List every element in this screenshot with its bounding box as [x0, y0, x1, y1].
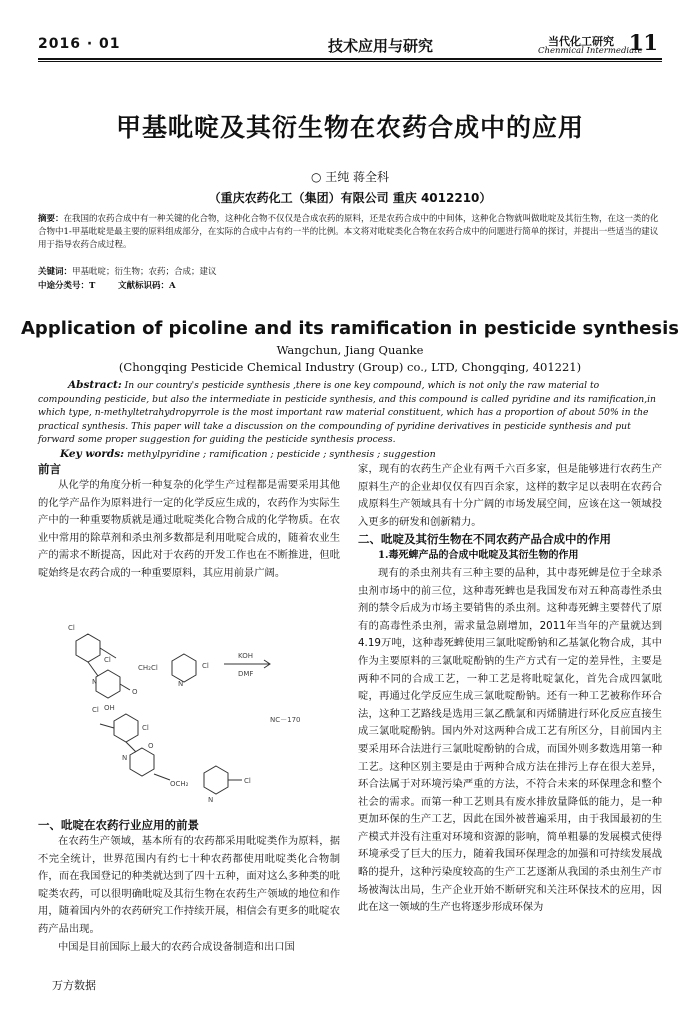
abstract-cn-label: 摘要： — [38, 214, 64, 224]
keywords-en-label: Key words: — [60, 448, 125, 460]
atom-o-1: O — [132, 688, 138, 696]
page-number: 11 — [628, 30, 658, 55]
chloromethyl-group: CH₂Cl — [138, 664, 158, 672]
section-2-paragraph: 现有的杀虫剂共有三种主要的品种，其中毒死蜱是位于全球杀虫剂市场中的前三位，这种毒死蜱也是我国发布对五种高毒性杀虫剂的禁令后成为市场主要销售的杀虫剂。这种毒死蜱主要替代了原有的高毒性杀虫剂，需求量急剧增加，2011年当年的产量就达到4.19万吨，这种毒死蜱使用三氯吡啶酚钠和乙基氯化物合成，其中作为主要原料的三氯吡啶酚钠的生产方式有一定的差异性，主要是两种不同的合成工艺，一种工艺是将吡啶氯化，首先合成四氯吡啶，再通过化学反应生成三氯吡啶酚钠。还有一种工艺被称作环合法，这种工艺路线是选用三氯乙酰氯和丙烯腈进行环化反应直接生成三氯吡啶酚钠。国内外对这两种合成工艺有所区分，目前国内主要采用环合法进行三氯吡啶酚钠的合成，而国外则多数选用第一种工艺。这种区别主要是由于两种合成方法在排污上存在很大差异，环合法属于对环境污染严重的方法，不符合未来的环保理念和整个社会的需求。而第一种工艺则具有废水排放量降低的能力，是一种更加环保的生产工艺，因此在国外被普遍采用，由于我国最初的生产模式并没有注重对环境和资源的影响，简单粗暴的发展模式使得环境承受了巨大的压力，随着我国环保理念的加强和可持续发展战略的提升，这种污染度较高的生产工艺逐渐从我国的杀虫剂生产市场被淘汰出局，生产企业开始不断研究和关注环保技术的应用，因此在这一领域的生产也将逐步形成环保为 — [358, 566, 662, 914]
running-header — [38, 32, 662, 58]
synthesis-scheme-figure — [38, 614, 340, 804]
abstract-cn-text: 在我国的农药合成中有一种关键的化合物，这种化合物不仅仅是合成农药的原料，还是农药合成中的中间体，这种化合物就叫做吡啶及其衍生物，在这一类的化合物中1-甲基吡啶是最主要的原料组成部分，在实际的合成中占有约一半的比例。本文将对吡啶类化合物在农药合成中的问题进行简单的探讨，并提出一些适当的建议用于指导农药合成过程。 — [38, 214, 659, 250]
left-column-top — [38, 461, 340, 583]
intro-heading: 前言 — [38, 462, 61, 476]
section-1-paragraph-2: 中国是目前国际上最大的农药合成设备制造和出口国 — [58, 940, 295, 953]
section-1-heading: 一、吡啶在农药行业应用的前景 — [38, 818, 199, 832]
atom-n-4: N — [208, 796, 214, 804]
atom-cl-2: Cl — [104, 656, 111, 664]
title-en: Application of picoline and its ramification in pesticide synthesis — [21, 318, 679, 339]
atom-cl-4: Cl — [92, 706, 99, 714]
compound-label: NC－170 — [270, 716, 301, 724]
affiliation-en: (Chongqing Pesticide Chemical Industry (Group) co., LTD, Chongqing, 401221) — [118, 360, 582, 374]
clc-value: T — [89, 281, 96, 291]
section-2-subheading: 1.毒死蜱产品的合成中吡啶及其衍生物的作用 — [378, 550, 579, 562]
atom-cl-3: Cl — [202, 662, 209, 670]
atom-oh: OH — [104, 704, 115, 712]
header-rule — [38, 58, 662, 60]
authors-en: Wangchun, Jiang Quanke — [276, 343, 424, 357]
keywords-en-text: methylpyridine ; ramification ; pesticide ; synthesis ; suggestion — [127, 449, 436, 460]
issue-date: 2016 · 01 — [38, 36, 121, 52]
right-column — [358, 461, 662, 917]
atom-cl-6: Cl — [244, 777, 251, 785]
atom-cl-5: Cl — [142, 724, 149, 732]
atom-n-2: N — [178, 680, 184, 688]
keywords-cn — [38, 265, 662, 277]
atom-n-1: N — [92, 678, 98, 686]
journal-name-en: Chenmical Intermediate — [538, 46, 643, 56]
header-rule-thin — [38, 61, 662, 62]
title-cn: 甲基吡啶及其衍生物在农药合成中的应用 — [115, 113, 584, 142]
abstract-en — [38, 379, 662, 447]
intro-paragraph: 从化学的角度分析一种复杂的化学生产过程都是需要采用其他的化学产品作为原料进行一定的化学反应生成的，农药作为实际生产中的一种重要物质就是通过吡啶类化合物合成的化学物质。在农业中常用的除草剂和杀虫剂多数都是利用吡啶合成的，随着农业生产的需求不断提高，因此对于农药的开发工作也在不断推进，但吡啶始终是农药合成的一种重要原料，其应用前景广阔。 — [38, 479, 340, 579]
section-1-paragraph-1: 在农药生产领域，基本所有的农药都采用吡啶类作为原料，据不完全统计，世界范围内有约七十种农药都使用吡啶类化合物制作，而在我国登记的种类就达到了四十五种，面对这么多种类的吡啶类农药，可以很明确吡啶及其衍生物在农药生产领域的地位和作用，随着国内外的农药研究工作持续开展，相信会有更多的吡啶农药产品出现。 — [38, 835, 340, 935]
classification — [38, 279, 662, 291]
clc-label: 中途分类号： — [38, 281, 90, 291]
keywords-en — [60, 448, 662, 460]
reagent-koh: KOH — [238, 652, 253, 660]
journal-name-cn: 当代化工研究 — [548, 35, 614, 48]
abstract-en-label: Abstract: — [68, 379, 122, 391]
left-column-bottom — [38, 817, 340, 956]
footer-watermark: 万方数据 — [52, 979, 96, 992]
atom-cl-1: Cl — [68, 624, 75, 632]
atom-o-2: O — [148, 742, 154, 750]
section-2-heading: 二、吡啶及其衍生物在不同农药产品合成中的作用 — [358, 532, 611, 547]
abstract-cn — [38, 213, 662, 252]
atom-n-3: N — [122, 754, 128, 762]
doc-code-label: 文献标识码： — [118, 281, 170, 291]
right-paragraph-continued: 家，现有的农药生产企业有两千六百多家，但是能够进行农药生产原料生产的企业却仅仅有四百余家，这样的数字足以表明在农药合成原料生产领域具有十分广阔的市场发展空间，应该在这一领域投入更多的研发和创新精力。 — [358, 463, 662, 528]
keywords-cn-text: 甲基吡啶；衍生物；农药；合成；建议 — [72, 267, 217, 277]
affiliation-cn: （重庆农药化工（集团）有限公司 重庆 4012210） — [208, 191, 492, 205]
authors-cn: ○ 王纯 蒋全科 — [310, 170, 390, 184]
keywords-cn-label: 关键词： — [38, 267, 73, 277]
doc-code-value: A — [169, 281, 176, 291]
column-name: 技术应用与研究 — [328, 37, 434, 55]
reagent-dmf: DMF — [238, 670, 254, 678]
oxymethyl-group: OCH₂ — [170, 780, 189, 788]
abstract-en-text: In our country's pesticide synthesis ,there is one key compound, which is not only the raw material to compounding pesticide, but also the intermediate in pesticide synthesis, and this compound is called pyridine and its ramification,in which type, n-methyltetrahydropyrrole is the most important raw material constituent, which has a proportion of about 50% in the practical synthesis. This paper will take a discussion on the compounding of pyridine derivatives in pesticide synthesis and put forward some proper suggestion for guiding the pesticide synthesis process. — [38, 380, 656, 445]
